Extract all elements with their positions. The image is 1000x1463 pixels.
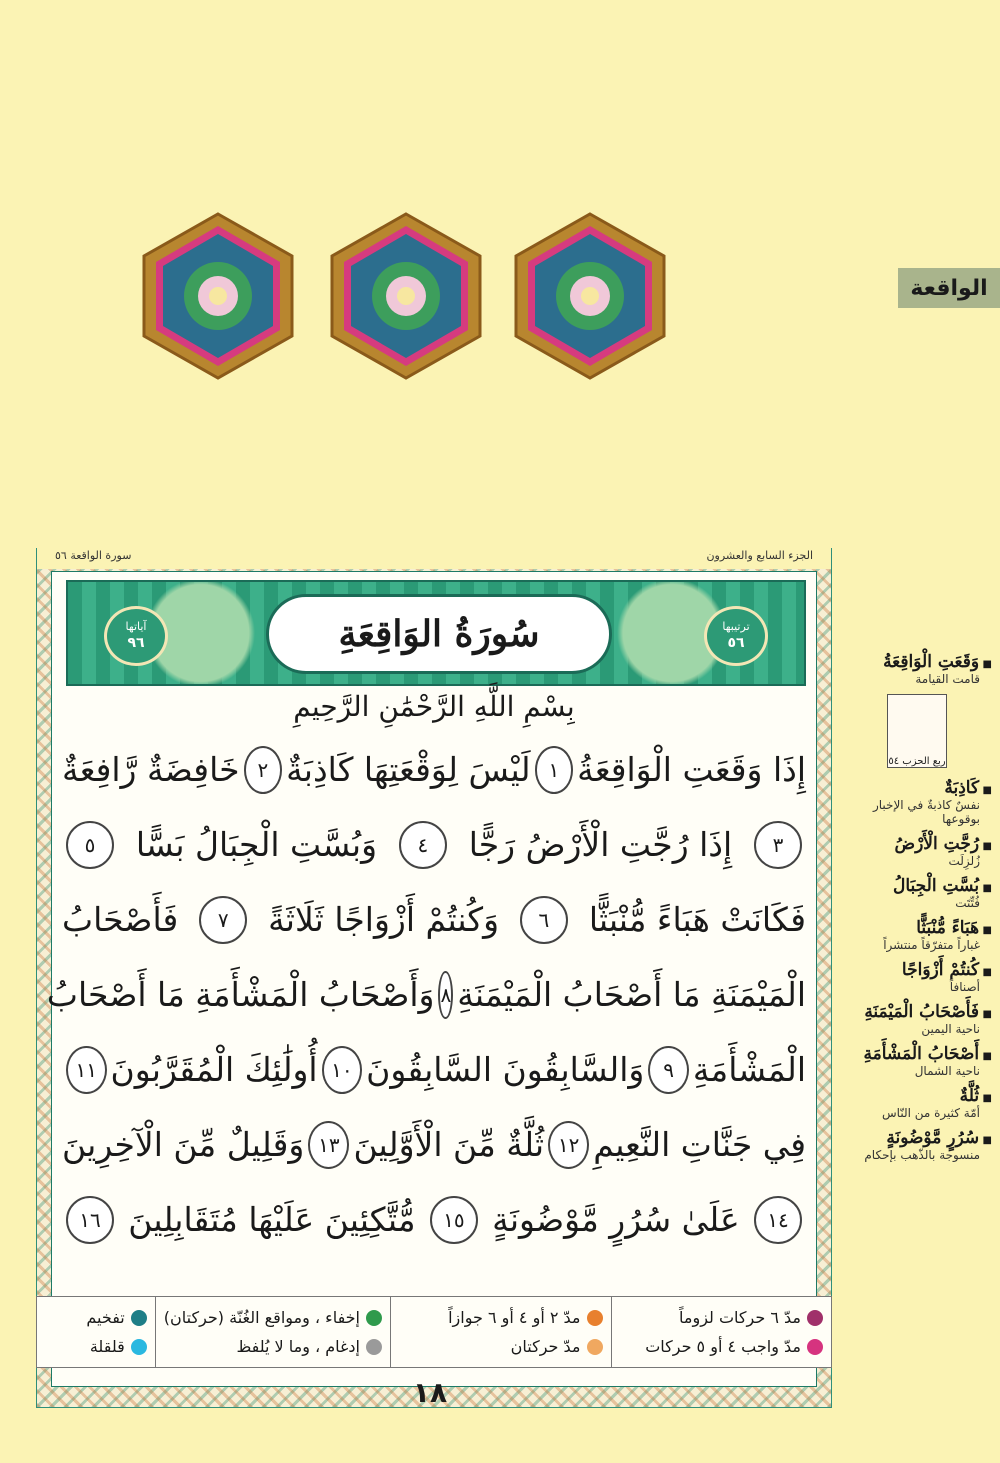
legend-item: مدّ حركتان — [399, 1337, 603, 1356]
verse-text: ثُلَّةٌ مِّنَ الْأَوَّلِينَ — [353, 1125, 545, 1164]
verses-label: آياتها — [125, 619, 147, 633]
verse-text: وَبُسَّتِ الْجِبَالُ بَسًّا — [135, 825, 378, 864]
glossary-entry: ■ سُرُرٍ مَّوْضُونَةٍ منسوجة بالذّهب بإحكام — [842, 1128, 992, 1162]
surah-title: سُورَةُ الوَاقِعَةِ — [266, 594, 612, 674]
surah-banner — [66, 580, 806, 686]
legend-item: مدّ واجب ٤ أو ٥ حركات — [620, 1337, 824, 1356]
ayah-number-marker: ٧ — [199, 896, 247, 944]
verse-text: وَالسَّابِقُونَ السَّابِقُونَ — [366, 1050, 645, 1089]
legend-column-tafkheem — [37, 1297, 155, 1367]
legend-item: مدّ ٦ حركات لزوماً — [620, 1308, 824, 1327]
glossary-sidebar — [842, 652, 992, 1170]
juz-label: الجزء السابع والعشرون — [706, 549, 813, 562]
verse-line — [62, 1107, 806, 1182]
ornament-hexagon — [142, 212, 294, 380]
glossary-entry: ■ وَقَعَتِ الْوَاقِعَةُ قامت القيامة — [842, 652, 992, 686]
verse-text: فَأَصْحَابُ — [62, 900, 179, 939]
verse-text: الْمَشْأَمَةِ — [692, 1050, 806, 1089]
ayah-number-marker: ١١ — [66, 1046, 107, 1094]
ayah-number-marker: ١٢ — [548, 1121, 589, 1169]
verse-text: وَقَلِيلٌ مِّنَ الْآخِرِينَ — [62, 1125, 305, 1164]
color-dot-icon — [587, 1310, 603, 1326]
legend-item: قلقلة — [45, 1337, 147, 1356]
surah-tab[interactable]: الواقعة — [898, 268, 1000, 308]
glossary-entry: ■ هَبَاءً مُّنْبَثًّا غباراً متفرّقاً منتشراً — [842, 918, 992, 952]
color-dot-icon — [366, 1339, 382, 1355]
ayah-number-marker: ٦ — [520, 896, 568, 944]
surah-label: سورة الواقعة ٥٦ — [55, 549, 132, 562]
ayah-number-marker: ١٤ — [754, 1196, 802, 1244]
verse-text: الْمَيْمَنَةِ مَا أَصْحَابُ الْمَيْمَنَةِ — [457, 975, 806, 1014]
order-value: ٥٦ — [727, 635, 745, 652]
verse-line — [62, 732, 806, 807]
verse-text: خَافِضَةٌ رَّافِعَةٌ — [62, 750, 240, 789]
ornament-hexagon — [514, 212, 666, 380]
ayah-number-marker: ١٣ — [308, 1121, 349, 1169]
color-dot-icon — [366, 1310, 382, 1326]
legend-column-madd — [611, 1297, 832, 1367]
verse-text: فِي جَنَّاتِ النَّعِيمِ — [593, 1125, 806, 1164]
verse-text: إِذَا رُجَّتِ الْأَرْضُ رَجًّا — [468, 825, 733, 864]
verse-line — [62, 807, 806, 882]
color-dot-icon — [587, 1339, 603, 1355]
verse-line — [62, 1032, 806, 1107]
ayah-number-marker: ٥ — [66, 821, 114, 869]
basmala: بِسْمِ اللَّهِ الرَّحْمَٰنِ الرَّحِيمِ — [293, 690, 575, 723]
glossary-entry: ■ أَصْحَابُ الْمَشْأَمَةِ ناحية الشمال — [842, 1044, 992, 1078]
verse-text: إِذَا وَقَعَتِ الْوَاقِعَةُ — [577, 750, 806, 789]
legend-item: إخفاء ، ومواقع الغُنّة (حركتان) — [164, 1308, 382, 1327]
verse-text: أُولَٰئِكَ الْمُقَرَّبُونَ — [110, 1050, 318, 1089]
rub-hizb-marker: ربع الحزب ٥٤ — [887, 694, 947, 768]
ayah-number-marker: ١٦ — [66, 1196, 114, 1244]
glossary-entry: ■ فَأَصْحَابُ الْمَيْمَنَةِ ناحية اليمين — [842, 1002, 992, 1036]
verse-line — [62, 1182, 806, 1257]
page-number: ١٨ — [412, 1376, 448, 1409]
ayah-number-marker: ٤ — [399, 821, 447, 869]
ornament-hexagon — [330, 212, 482, 380]
verse-text: فَكَانَتْ هَبَاءً مُّنْبَثًّا — [588, 900, 806, 939]
legend-item: إدغام ، وما لا يُلفظ — [164, 1337, 382, 1356]
verse-line — [46, 957, 806, 1032]
ayah-number-marker: ١ — [535, 746, 574, 794]
order-medallion — [704, 606, 768, 666]
verse-text: عَلَىٰ سُرُرٍ مَّوْضُونَةٍ — [492, 1200, 740, 1239]
legend-column-ghunna — [155, 1297, 390, 1367]
color-dot-icon — [807, 1310, 823, 1326]
ayah-number-marker: ٩ — [648, 1046, 689, 1094]
color-dot-icon — [131, 1339, 147, 1355]
glossary-entry: ■ بُسَّتِ الْجِبَالُ فُتِّتَت — [842, 876, 992, 910]
ayah-number-marker: ٢ — [244, 746, 283, 794]
quran-text — [46, 732, 806, 1257]
text-panel — [46, 571, 817, 1387]
tajweed-legend — [36, 1296, 832, 1368]
legend-item: تفخيم — [45, 1308, 147, 1327]
glossary-entry: ■ رُجَّتِ الْأَرْضُ زُلزِلَت — [842, 834, 992, 868]
order-label: ترتيبها — [722, 619, 750, 633]
verse-text: وَكُنتُمْ أَزْوَاجًا ثَلَاثَةً — [268, 900, 500, 939]
ayah-number-marker: ٣ — [754, 821, 802, 869]
page-frame — [36, 548, 832, 1408]
color-dot-icon — [807, 1339, 823, 1355]
legend-item: مدّ ٢ أو ٤ أو ٦ جوازاً — [399, 1308, 603, 1327]
running-header — [37, 547, 831, 569]
verses-value: ٩٦ — [127, 635, 145, 652]
ayah-number-marker: ٨ — [438, 971, 453, 1019]
legend-column-madd-2 — [390, 1297, 611, 1367]
verses-medallion — [104, 606, 168, 666]
color-dot-icon — [131, 1310, 147, 1326]
verse-text: لَيْسَ لِوَقْعَتِهَا كَاذِبَةٌ — [286, 750, 531, 789]
verse-text: وَأَصْحَابُ الْمَشْأَمَةِ مَا أَصْحَابُ — [46, 975, 435, 1014]
ayah-number-marker: ١٥ — [430, 1196, 478, 1244]
glossary-entry: ■ ثُلَّةٌ أمّة كثيرة من النّاس — [842, 1086, 992, 1120]
verse-line — [62, 882, 806, 957]
verse-text: مُّتَّكِئِينَ عَلَيْهَا مُتَقَابِلِينَ — [128, 1200, 416, 1239]
glossary-entry: ■ كَاذِبَةٌ نفسٌ كاذبةٌ في الإخبار بوقوعها — [842, 778, 992, 826]
ayah-number-marker: ١٠ — [322, 1046, 363, 1094]
glossary-entry: ■ كُنتُمْ أَزْوَاجًا أصنافاً — [842, 960, 992, 994]
